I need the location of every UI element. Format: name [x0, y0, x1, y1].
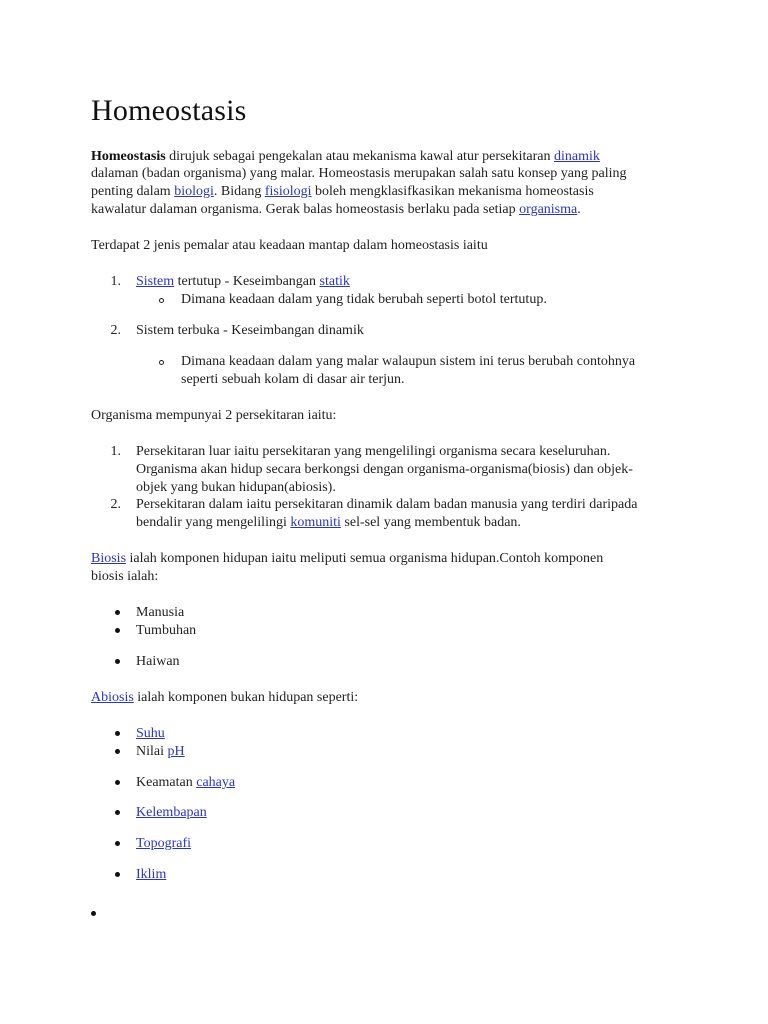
list-number: 2. — [110, 497, 121, 512]
link-statik[interactable]: statik — [319, 274, 350, 289]
para-biosis: Biosis ialah komponen hidupan iaitu meliputi semua organisma hidupan.Contoh komponen — [91, 551, 604, 566]
link-kelembapan[interactable]: Kelembapan — [136, 805, 207, 820]
bullet-icon — [115, 810, 120, 815]
bullet-icon — [115, 872, 120, 877]
link-biosis[interactable]: Biosis — [91, 551, 127, 566]
bullet-icon — [115, 731, 120, 736]
list-item — [136, 804, 207, 822]
list-item: Sistem terbuka - Keseimbangan dinamik — [136, 323, 364, 338]
list-item — [136, 725, 165, 743]
sub-list-item: Dimana keadaan dalam yang tidak berubah seperti botol tertutup. — [181, 292, 547, 307]
list-item — [136, 835, 191, 853]
intro-line-1: Homeostasis dirujuk sebagai pengekalan atau mekanisma kawal atur persekitaran dinamik — [91, 149, 600, 164]
list-item: Sistem tertutup - Keseimbangan statik — [136, 274, 350, 289]
list-item-cont: bendalir yang mengelilingi komuniti sel-sel yang membentuk badan. — [136, 515, 521, 530]
para-env: Organisma mempunyai 2 persekitaran iaitu: — [91, 408, 337, 423]
link-suhu[interactable]: Suhu — [136, 726, 165, 741]
bullet-icon — [115, 780, 120, 785]
circle-bullet-icon — [159, 298, 164, 303]
list-item-cont: objek yang bukan hidupan(abiosis). — [136, 480, 336, 495]
intro-bold-term: Homeostasis — [91, 149, 166, 164]
bullet-icon — [115, 610, 120, 615]
link-ph[interactable]: pH — [167, 744, 185, 759]
para-biosis-cont: biosis ialah: — [91, 569, 159, 584]
intro-line-2: dalaman (badan organisma) yang malar. Homeostasis merupakan salah satu konsep yang paling — [91, 166, 627, 181]
link-topografi[interactable]: Topografi — [136, 836, 192, 851]
bullet-icon — [115, 659, 120, 664]
link-iklim[interactable]: Iklim — [136, 867, 167, 882]
list-item — [136, 866, 166, 884]
list-item: Manusia — [136, 605, 185, 620]
link-sistem[interactable]: Sistem — [136, 274, 175, 289]
list-item: Persekitaran dalam iaitu persekitaran dinamik dalam badan manusia yang terdiri daripada — [136, 497, 638, 512]
intro-line-3: penting dalam biologi. Bidang fisiologi boleh mengklasifkasikan mekanisma homeostasis — [91, 184, 594, 199]
circle-bullet-icon — [159, 360, 164, 365]
list-number: 1. — [110, 274, 121, 289]
page-title: Homeostasis — [91, 94, 247, 127]
list-item: Tumbuhan — [136, 623, 197, 638]
link-fisiologi[interactable]: fisiologi — [264, 184, 312, 199]
list-number: 1. — [110, 444, 121, 459]
bullet-icon — [115, 749, 120, 754]
link-biologi[interactable]: biologi — [174, 184, 214, 199]
list-item: Persekitaran luar iaitu persekitaran yang mengelilingi organisma secara keseluruhan. — [136, 444, 611, 459]
list-item-cont: Organisma akan hidup secara berkongsi dengan organisma-organisma(biosis) dan objek- — [136, 462, 633, 477]
list-number: 2. — [110, 323, 121, 338]
list-item: Haiwan — [136, 654, 180, 669]
bullet-icon — [115, 628, 120, 633]
para-types: Terdapat 2 jenis pemalar atau keadaan mantap dalam homeostasis iaitu — [91, 238, 488, 253]
list-item: Keamatan cahaya — [136, 775, 236, 790]
sub-list-item-cont: seperti sebuah kolam di dasar air terjun. — [181, 372, 405, 387]
link-abiosis[interactable]: Abiosis — [91, 690, 134, 705]
para-abiosis: Abiosis ialah komponen bukan hidupan seperti: — [91, 690, 359, 705]
link-dinamik[interactable]: dinamik — [554, 149, 600, 164]
intro-line-4: kawalatur dalaman organisma. Gerak balas homeostasis berlaku pada setiap organisma. — [91, 202, 581, 217]
link-komuniti[interactable]: komuniti — [290, 515, 341, 530]
bullet-icon — [115, 841, 120, 846]
bullet-icon — [91, 911, 96, 916]
list-item: Nilai pH — [136, 744, 185, 759]
link-cahaya[interactable]: cahaya — [196, 775, 236, 790]
sub-list-item: Dimana keadaan dalam yang malar walaupun sistem ini terus berubah contohnya — [181, 354, 636, 369]
link-organisma[interactable]: organisma — [519, 202, 578, 217]
